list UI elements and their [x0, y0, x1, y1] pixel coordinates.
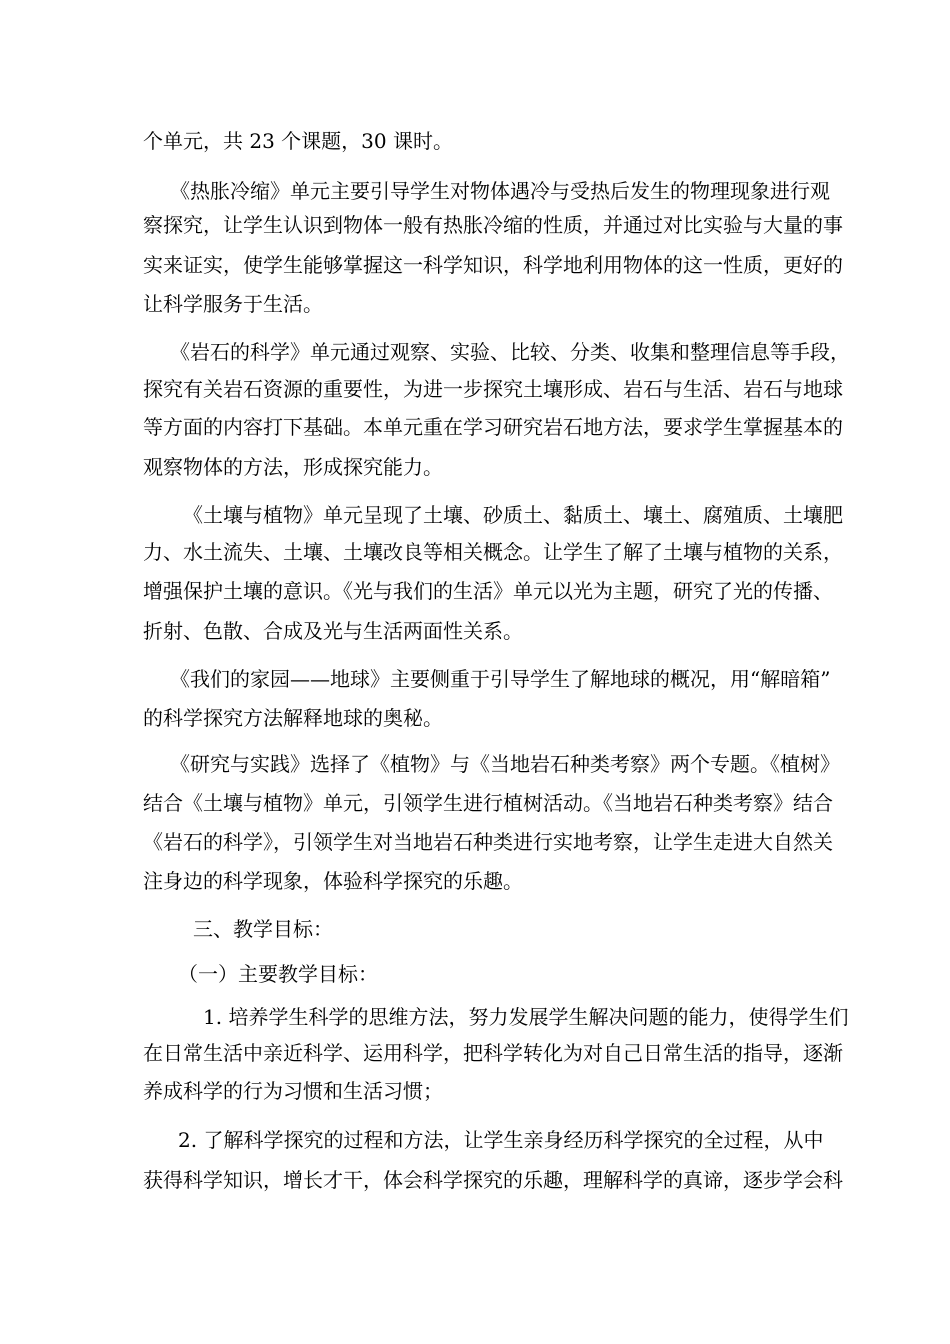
paragraph-line: 折射、色散、合成及光与生活两面性关系。	[143, 619, 523, 643]
paragraph-line: 注身边的科学现象，体验科学探究的乐趣。	[143, 869, 523, 893]
paragraph-line: 《土壤与植物》单元呈现了土壤、砂质土、黏质土、壤土、腐殖质、土壤肥	[183, 503, 843, 527]
section-heading: 三、教学目标：	[193, 917, 333, 941]
list-item-line: 养成科学的行为习惯和生活习惯；	[143, 1079, 443, 1103]
paragraph-line: 探究有关岩石资源的重要性，为进一步探究土壤形成、岩石与生活、岩石与地球	[143, 377, 843, 401]
paragraph-line: 观察物体的方法，形成探究能力。	[143, 455, 443, 479]
list-item-line: 1. 培养学生科学的思维方法，努力发展学生解决问题的能力，使得学生们	[203, 1005, 849, 1029]
paragraph-line: 结合《土壤与植物》单元，引领学生进行植树活动。《当地岩石种类考察》结合	[143, 791, 833, 815]
list-item-line: 在日常生活中亲近科学、运用科学，把科学转化为对自己日常生活的指导，逐渐	[143, 1041, 843, 1065]
paragraph-line: 等方面的内容打下基础。本单元重在学习研究岩石地方法，要求学生掌握基本的	[143, 415, 843, 439]
list-item-line: 获得科学知识，增长才干，体会科学探究的乐趣，理解科学的真谛，逐步学会科	[143, 1168, 843, 1192]
paragraph-line: 个单元，共 23 个课题，30 课时。	[143, 129, 453, 153]
list-item-line: 2. 了解科学探究的过程和方法，让学生亲身经历科学探究的全过程，从中	[178, 1128, 824, 1152]
paragraph-line: 让科学服务于生活。	[143, 292, 323, 316]
paragraph-line: 实来证实，使学生能够掌握这一科学知识，科学地利用物体的这一性质，更好的	[143, 253, 843, 277]
paragraph-line: 《岩石的科学》，引领学生对当地岩石种类进行实地考察，让学生走进大自然关	[143, 830, 833, 854]
paragraph-line: 《研究与实践》选择了《植物》与《当地岩石种类考察》两个专题。《植树》	[170, 752, 840, 776]
paragraph-line: 力、水土流失、土壤、土壤改良等相关概念。让学生了解了土壤与植物的关系，	[143, 540, 843, 564]
paragraph-line: 《我们的家园——地球》主要侧重于引导学生了解地球的概况，用“解暗箱”	[170, 667, 831, 691]
paragraph-line: 《岩石的科学》单元通过观察、实验、比较、分类、收集和整理信息等手段，	[170, 340, 850, 364]
paragraph-line: 察探究，让学生认识到物体一般有热胀冷缩的性质，并通过对比实验与大量的事	[143, 213, 843, 237]
subsection-heading: （一）主要教学目标：	[178, 962, 378, 986]
paragraph-line: 的科学探究方法解释地球的奥秘。	[143, 706, 443, 730]
paragraph-line: 增强保护土壤的意识。《光与我们的生活》单元以光为主题，研究了光的传播、	[143, 579, 833, 603]
paragraph-line: 《热胀冷缩》单元主要引导学生对物体遇冷与受热后发生的物理现象进行观	[170, 179, 830, 203]
